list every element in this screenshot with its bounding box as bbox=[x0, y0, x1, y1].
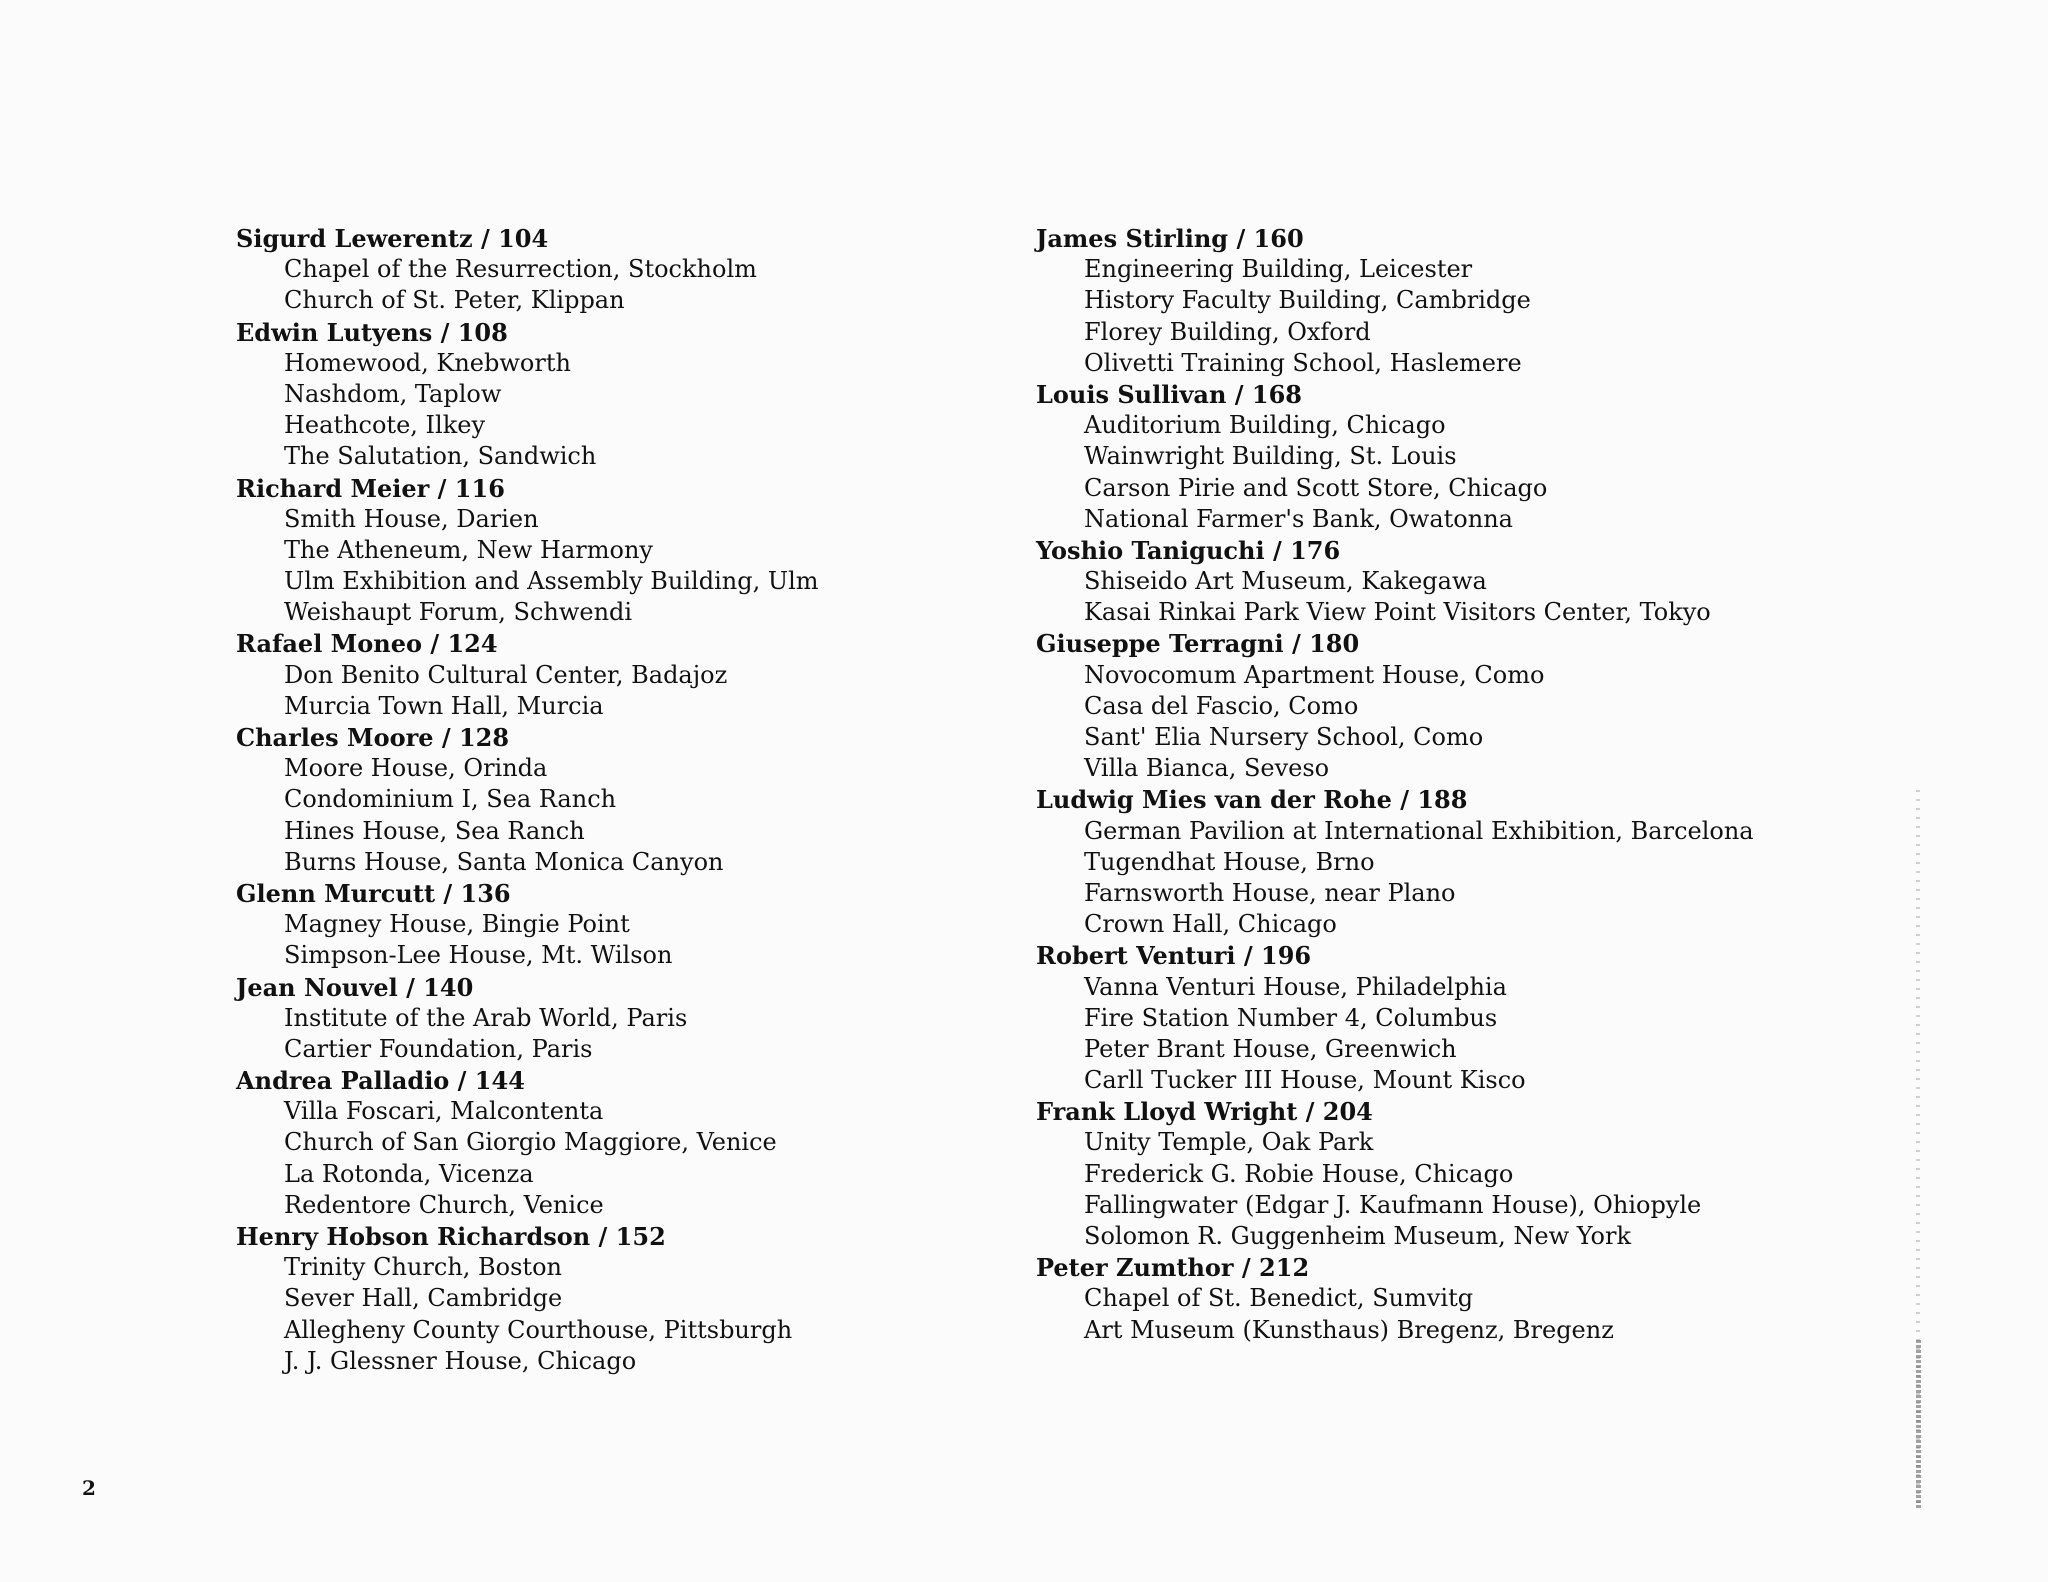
building-item: Chapel of the Resurrection, Stockholm bbox=[284, 255, 757, 284]
building-item: Frederick G. Robie House, Chicago bbox=[1084, 1159, 1514, 1188]
building-item: Peter Brant House, Greenwich bbox=[1084, 1034, 1457, 1063]
right-column bbox=[1036, 223, 1796, 1346]
building-item: Redentore Church, Venice bbox=[284, 1190, 604, 1219]
building-item: Fallingwater (Edgar J. Kaufmann House), Ohiopyle bbox=[1084, 1190, 1702, 1219]
architect-heading: Richard Meier / 116 bbox=[236, 473, 505, 503]
architect-heading: Rafael Moneo / 124 bbox=[236, 629, 498, 659]
architect-heading: Andrea Palladio / 144 bbox=[236, 1066, 525, 1096]
building-item: La Rotonda, Vicenza bbox=[284, 1159, 534, 1188]
architect-entry bbox=[1036, 1252, 1796, 1346]
architect-entry bbox=[236, 1065, 856, 1221]
building-item: Villa Foscari, Malcontenta bbox=[284, 1097, 604, 1126]
architect-entry bbox=[236, 722, 856, 878]
architect-heading: James Stirling / 160 bbox=[1036, 224, 1304, 253]
architect-heading: Louis Sullivan / 168 bbox=[1036, 379, 1302, 409]
building-item: Trinity Church, Boston bbox=[284, 1253, 562, 1282]
architect-heading: Yoshio Taniguchi / 176 bbox=[1036, 535, 1341, 565]
building-item: German Pavilion at International Exhibition, Barcelona bbox=[1084, 816, 1754, 845]
building-item: Engineering Building, Leicester bbox=[1084, 255, 1473, 284]
building-item: Shiseido Art Museum, Kakegawa bbox=[1084, 567, 1487, 596]
architect-heading: Charles Moore / 128 bbox=[236, 723, 510, 752]
building-item: Auditorium Building, Chicago bbox=[1084, 411, 1446, 440]
scan-edge-artifact-dark bbox=[1916, 1340, 1921, 1510]
architect-entry bbox=[1036, 1096, 1796, 1252]
building-item: Weishaupt Forum, Schwendi bbox=[284, 598, 633, 627]
building-item: Unity Temple, Oak Park bbox=[1084, 1128, 1374, 1157]
architect-heading: Edwin Lutyens / 108 bbox=[236, 317, 508, 347]
building-item: Fire Station Number 4, Columbus bbox=[1084, 1003, 1498, 1032]
building-item: Chapel of St. Benedict, Sumvitg bbox=[1084, 1284, 1474, 1313]
building-item: Ulm Exhibition and Assembly Building, Ulm bbox=[284, 567, 819, 596]
architect-entry bbox=[1036, 223, 1796, 379]
building-item: Church of San Giorgio Maggiore, Venice bbox=[284, 1128, 777, 1157]
architect-heading: Frank Lloyd Wright / 204 bbox=[1036, 1097, 1373, 1127]
building-item: Institute of the Arab World, Paris bbox=[284, 1003, 688, 1032]
building-item: History Faculty Building, Cambridge bbox=[1084, 286, 1531, 315]
building-item: Heathcote, Ilkey bbox=[284, 411, 485, 440]
building-item: Wainwright Building, St. Louis bbox=[1084, 442, 1457, 471]
architect-entry bbox=[236, 628, 856, 722]
building-item: The Atheneum, New Harmony bbox=[284, 535, 653, 564]
building-item: Smith House, Darien bbox=[284, 504, 539, 533]
building-item: Casa del Fascio, Como bbox=[1084, 691, 1359, 720]
building-item: Church of St. Peter, Klippan bbox=[284, 286, 625, 315]
building-item: Don Benito Cultural Center, Badajoz bbox=[284, 660, 728, 689]
building-item: National Farmer's Bank, Owatonna bbox=[1084, 504, 1513, 533]
architect-heading: Jean Nouvel / 140 bbox=[236, 972, 474, 1002]
building-item: Tugendhat House, Brno bbox=[1084, 847, 1375, 876]
building-item: Allegheny County Courthouse, Pittsburgh bbox=[284, 1315, 793, 1344]
left-column bbox=[236, 223, 856, 1377]
architect-entry bbox=[1036, 628, 1796, 784]
building-item: Condominium I, Sea Ranch bbox=[284, 785, 617, 814]
building-item: Florey Building, Oxford bbox=[1084, 317, 1371, 346]
building-item: Solomon R. Guggenheim Museum, New York bbox=[1084, 1222, 1631, 1250]
architect-heading: Giuseppe Terragni / 180 bbox=[1036, 629, 1360, 659]
architect-entry bbox=[1036, 379, 1796, 535]
architect-entry bbox=[236, 878, 856, 972]
building-item: Homewood, Knebworth bbox=[284, 348, 571, 377]
architect-heading: Peter Zumthor / 212 bbox=[1036, 1253, 1310, 1283]
architect-entry bbox=[1036, 535, 1796, 629]
architect-entry bbox=[1036, 940, 1796, 1096]
page-number: 2 bbox=[82, 1476, 96, 1500]
architect-entry bbox=[236, 223, 856, 317]
architect-entry bbox=[236, 1221, 856, 1377]
architect-heading: Robert Venturi / 196 bbox=[1036, 941, 1312, 971]
building-item: Art Museum (Kunsthaus) Bregenz, Bregenz bbox=[1084, 1315, 1614, 1344]
building-item: Vanna Venturi House, Philadelphia bbox=[1084, 972, 1507, 1001]
architect-heading: Ludwig Mies van der Rohe / 188 bbox=[1036, 785, 1468, 815]
building-item: Carll Tucker III House, Mount Kisco bbox=[1084, 1066, 1526, 1095]
building-item: Burns House, Santa Monica Canyon bbox=[284, 847, 724, 876]
building-item: Novocomum Apartment House, Como bbox=[1084, 660, 1545, 689]
building-item: The Salutation, Sandwich bbox=[284, 442, 597, 471]
architect-entry bbox=[236, 972, 856, 1066]
architect-entry bbox=[236, 473, 856, 629]
building-item: Villa Bianca, Seveso bbox=[1084, 754, 1330, 783]
building-item: Cartier Foundation, Paris bbox=[284, 1034, 593, 1063]
building-item: Sant' Elia Nursery School, Como bbox=[1084, 723, 1484, 751]
building-item: Carson Pirie and Scott Store, Chicago bbox=[1084, 473, 1548, 502]
building-item: Crown Hall, Chicago bbox=[1084, 910, 1337, 939]
building-item: Sever Hall, Cambridge bbox=[284, 1284, 563, 1313]
building-item: Moore House, Orinda bbox=[284, 754, 548, 783]
building-item: Murcia Town Hall, Murcia bbox=[284, 691, 604, 720]
architect-entry bbox=[1036, 784, 1796, 940]
building-item: Hines House, Sea Ranch bbox=[284, 816, 585, 845]
building-item: Farnsworth House, near Plano bbox=[1084, 878, 1456, 907]
building-item: Magney House, Bingie Point bbox=[284, 910, 630, 939]
building-item: J. J. Glessner House, Chicago bbox=[284, 1346, 637, 1375]
building-item: Nashdom, Taplow bbox=[284, 379, 502, 408]
architect-heading: Sigurd Lewerentz / 104 bbox=[236, 224, 549, 253]
architect-heading: Henry Hobson Richardson / 152 bbox=[236, 1222, 666, 1251]
building-item: Kasai Rinkai Park View Point Visitors Center, Tokyo bbox=[1084, 598, 1711, 627]
architect-entry bbox=[236, 317, 856, 473]
building-item: Simpson-Lee House, Mt. Wilson bbox=[284, 941, 673, 970]
building-item: Olivetti Training School, Haslemere bbox=[1084, 348, 1522, 377]
architect-heading: Glenn Murcutt / 136 bbox=[236, 878, 511, 908]
